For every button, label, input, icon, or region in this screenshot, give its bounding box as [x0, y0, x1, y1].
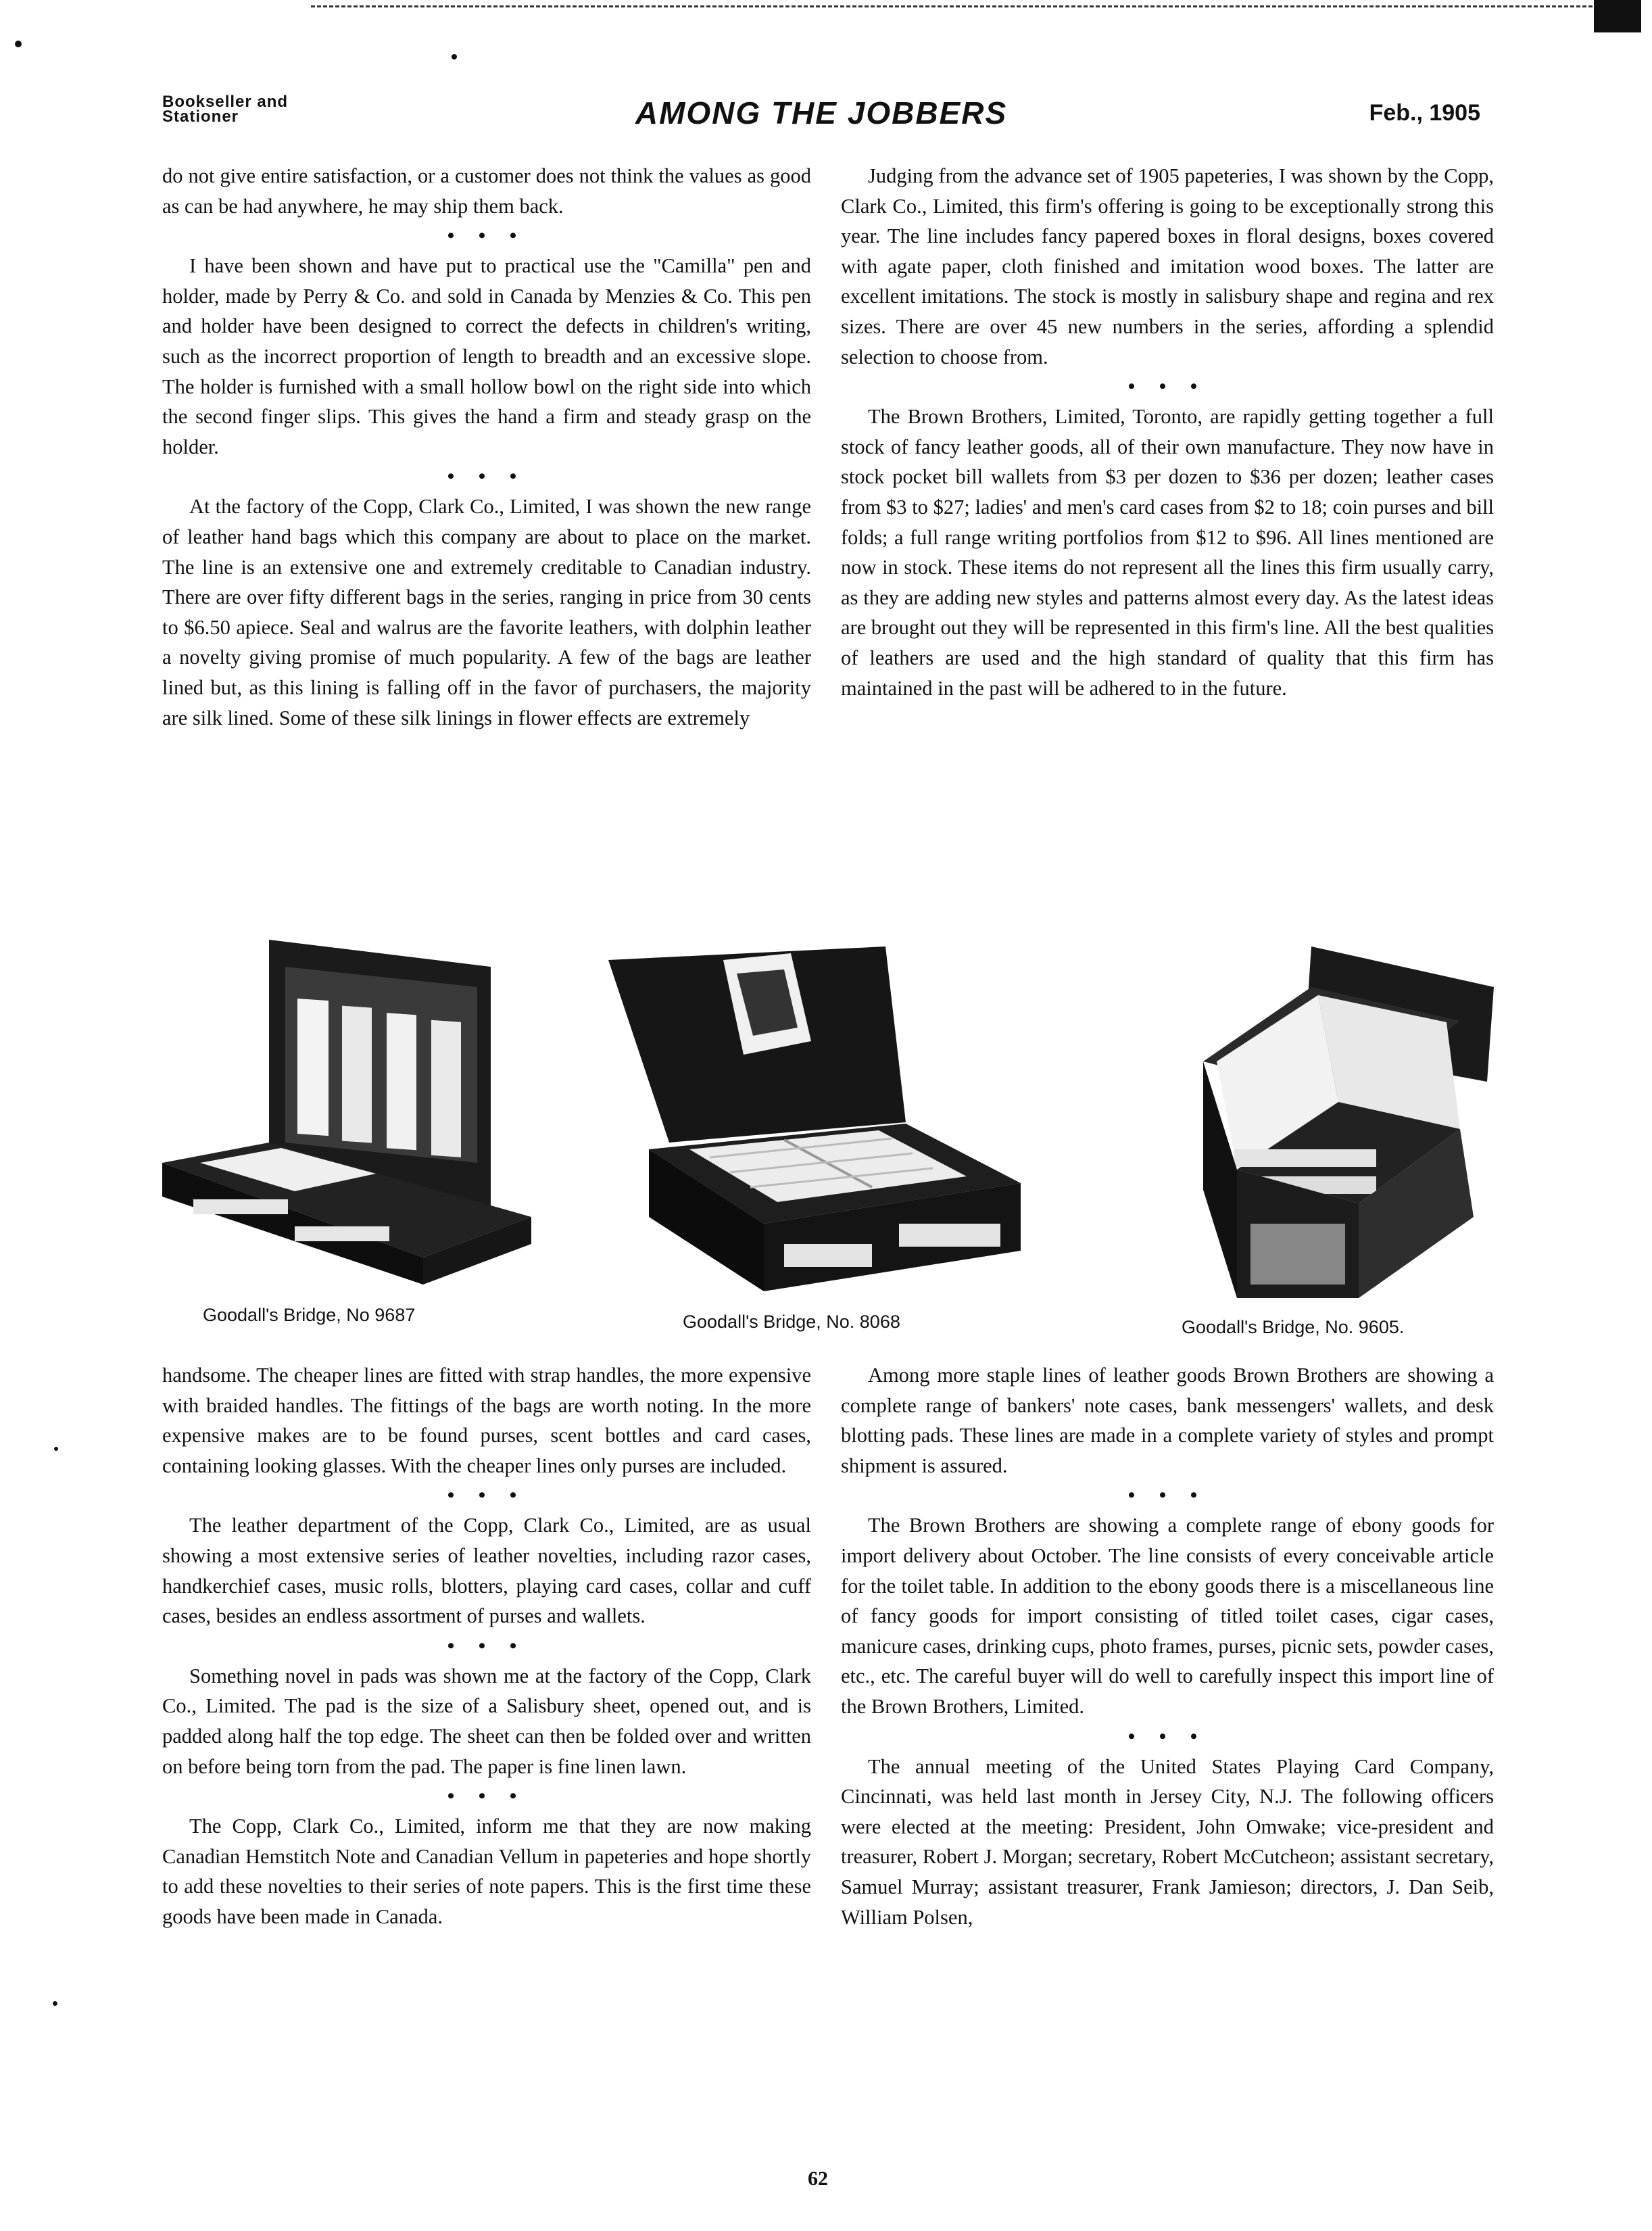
paragraph: The leather department of the Copp, Clark Co., Limited, are as usual showing a most extensive series of leather novelties, including razor cases, handkerchief cases, music rolls, blotters, playing card cases, collar and cuff cases, besides an endless assortment of purses and wallets.	[162, 1514, 811, 1628]
section-title: AMONG THE JOBBERS	[635, 95, 1008, 130]
section-separator: • • •	[447, 1785, 527, 1808]
column-lower-right	[841, 1360, 1494, 1932]
paragraph: At the factory of the Copp, Clark Co., Limited, I was shown the new range of leather hand bags which this company are about to place on the market. The line is an extensive one and extremely creditable to Canadian industry. There are over fifty different bags in the series, ranging in price from 30 cents to $6.50 apiece. Seal and walrus are the favorite leathers, with dolphin leather a novelty giving promise of much popularity. A few of the bags are leather lined but, as this lining is falling off in the favor of purchasers, the majority are silk lined. Some of these silk linings in flower effects are extremely	[162, 495, 811, 729]
scan-corner-mark	[1594, 0, 1641, 32]
column-upper-right	[841, 161, 1494, 703]
page-number: 62	[808, 2167, 828, 2190]
figure-caption: Goodall's Bridge, No 9687	[203, 1305, 416, 1325]
section-separator: • • •	[1127, 1725, 1207, 1748]
section-separator: • • •	[447, 1634, 527, 1657]
paragraph: The Brown Brothers, Limited, Toronto, are rapidly getting together a full stock of fancy leather goods, all of their own manufacture. They now have in stock pocket bill wallets from $3 per dozen to $36 per dozen; leather cases from $3 to $27; ladies' and men's card cases from $2 to 18; coin purses and bill folds; a full range writing portfolios from $12 to $96. All lines mentioned are now in stock. These items do not represent all the lines this firm usually carry, as they are adding new styles and patterns almost every day. As the latest ideas are brought out they will be represented in this firm's line. All the best qualities of leathers are used and the high standard of quality that this firm has maintained in the past will be adhered to in the future.	[841, 405, 1494, 700]
publication-name-line2: Stationer	[162, 107, 239, 126]
paragraph: I have been shown and have put to practical use the "Camilla" pen and holder, made by Perry & Co. and sold in Canada by Menzies & Co. This pen and holder have been designed to correct the defects in children's writing, such as the incorrect proportion of length to breadth and an excessive slope. The holder is furnished with a small hollow bowl on the right side into which the second finger slips. This gives the hand a firm and steady grasp on the holder.	[162, 254, 811, 458]
paragraph: The Brown Brothers are showing a complete range of ebony goods for import delivery about October. The line consists of every conceivable article for the toilet table. In addition to the ebony goods there is a miscellaneous line of fancy goods for import consisting of titled toilet cases, cigar cases, manicure cases, drinking cups, photo frames, purses, picnic sets, powder cases, etc., etc. The careful buyer will do well to carefully inspect this import line of the Brown Brothers, Limited.	[841, 1514, 1494, 1718]
section-separator: • • •	[1127, 375, 1207, 398]
section-separator: • • •	[447, 465, 527, 488]
figure-card-box-9605	[1176, 946, 1501, 1305]
figure-card-box-8068	[588, 946, 1034, 1298]
paragraph: Judging from the advance set of 1905 papeteries, I was shown by the Copp, Clark Co., Limited, this firm's offering is going to be exceptionally strong this year. The line includes fancy papered boxes in floral designs, boxes covered with agate paper, cloth finished and imitation wood boxes. The latter are excellent imitations. The stock is mostly in salisbury shape and regina and rex sizes. There are over 45 new numbers in the series, affording a splendid selection to choose from.	[841, 164, 1494, 368]
column-upper-left	[162, 161, 811, 733]
scan-speck	[53, 2001, 57, 2006]
publication-name-line1: Bookseller and	[162, 93, 289, 111]
figure-caption: Goodall's Bridge, No. 8068	[683, 1312, 900, 1332]
scan-speck	[54, 1447, 58, 1451]
paragraph: Among more staple lines of leather goods Brown Brothers are showing a complete range of bankers' note cases, bank messengers' wallets, and desk blotting pads. These lines are made in a complete variety of styles and prompt shipment is assured.	[841, 1364, 1494, 1477]
scan-speck	[15, 41, 22, 47]
issue-date: Feb., 1905	[1369, 100, 1480, 126]
section-separator: • • •	[1127, 1484, 1207, 1507]
paragraph: handsome. The cheaper lines are fitted with strap handles, the more expensive with braided handles. The fittings of the bags are worth noting. In the more expensive makes are to be found purses, scent bottles and card cases, containing looking glasses. With the cheaper lines only purses are included.	[162, 1364, 811, 1477]
paragraph: The Copp, Clark Co., Limited, inform me that they are now making Canadian Hemstitch Note and Canadian Vellum in papeteries and hope shortly to add these novelties to their series of note papers. This is the first time these goods have been made in Canada.	[162, 1815, 811, 1928]
section-separator: • • •	[447, 224, 527, 247]
paragraph: The annual meeting of the United States Playing Card Company, Cincinnati, was held last month in Jersey City, N.J. The following officers were elected at the meeting: President, John Omwake; vice-president and treasurer, Robert J. Morgan; secretary, Robert McCutcheon; assistant secretary, Samuel Murray; assistant treasurer, Frank Jamieson; directors, J. Dan Seib, William Polsen,	[841, 1754, 1494, 1929]
standing-card-box-illustration	[1176, 946, 1501, 1305]
page-header	[162, 95, 1480, 135]
top-scan-edge	[311, 5, 1629, 13]
column-lower-left	[162, 1360, 811, 1932]
figure-caption: Goodall's Bridge, No. 9605.	[1182, 1317, 1405, 1337]
paragraph: do not give entire satisfaction, or a customer does not think the values as good as can be had anywhere, he may ship them back.	[162, 164, 811, 218]
paragraph: Something novel in pads was shown me at the factory of the Copp, Clark Co., Limited. The pad is the size of a Salisbury sheet, opened out, and is padded along half the top edge. The sheet can then be folded over and written on before being torn from the pad. The paper is fine linen lawn.	[162, 1664, 811, 1778]
open-card-case-illustration	[153, 940, 558, 1291]
section-separator: • • •	[447, 1484, 527, 1507]
open-card-box-illustration	[588, 946, 1034, 1298]
figure-card-case-9687	[153, 940, 558, 1291]
scan-speck	[452, 54, 457, 59]
